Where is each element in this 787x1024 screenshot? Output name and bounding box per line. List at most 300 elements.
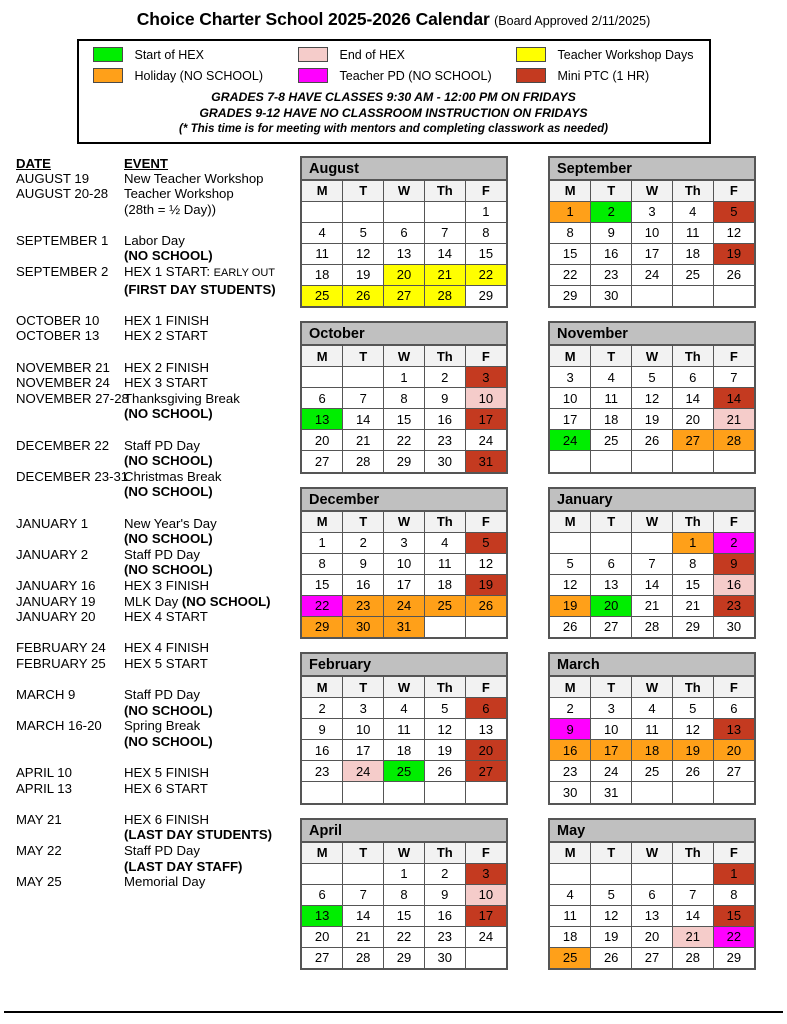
day-cell[interactable]: 21: [343, 926, 384, 947]
weekday-header-m: M: [302, 346, 343, 367]
day-cell[interactable]: 29: [465, 285, 506, 306]
day-cell[interactable]: 28: [343, 947, 384, 968]
day-cell[interactable]: 14: [343, 905, 384, 926]
month-table: [550, 676, 754, 803]
day-cell-start-hex[interactable]: 13: [302, 409, 343, 430]
day-cell-end-hex[interactable]: 21: [672, 926, 713, 947]
weekday-header-t: T: [343, 677, 384, 698]
event-row: [16, 562, 298, 578]
day-cell[interactable]: 28: [343, 451, 384, 472]
day-cell-start-hex[interactable]: 13: [302, 905, 343, 926]
day-cell[interactable]: 18: [672, 243, 713, 264]
event-row: [16, 375, 298, 391]
day-cell[interactable]: 14: [672, 905, 713, 926]
day-cell[interactable]: 11: [632, 719, 673, 740]
event-date: JANUARY 1: [16, 515, 89, 531]
week-row: [550, 222, 754, 243]
day-cell[interactable]: 26: [424, 761, 465, 782]
day-cell[interactable]: 7: [632, 553, 673, 574]
weekday-header-row: [550, 346, 754, 367]
day-cell[interactable]: 24: [465, 926, 506, 947]
day-cell[interactable]: 12: [672, 719, 713, 740]
day-cell-teacher-pd[interactable]: 22: [713, 926, 754, 947]
day-cell[interactable]: 20: [632, 926, 673, 947]
day-cell[interactable]: 30: [591, 285, 632, 306]
day-cell-teacher-workshop[interactable]: 21: [424, 264, 465, 285]
day-cell-mini-ptc[interactable]: 17: [465, 905, 506, 926]
month-title: March: [550, 654, 754, 676]
day-cell[interactable]: 11: [424, 553, 465, 574]
event-row: [16, 328, 298, 344]
day-cell-mini-ptc[interactable]: 31: [465, 451, 506, 472]
day-cell[interactable]: 14: [343, 409, 384, 430]
day-cell-holiday[interactable]: 17: [591, 740, 632, 761]
day-cell-teacher-workshop[interactable]: 27: [384, 285, 425, 306]
day-cell[interactable]: 1: [302, 532, 343, 553]
day-cell[interactable]: 20: [302, 926, 343, 947]
day-cell[interactable]: 5: [424, 698, 465, 719]
day-cell[interactable]: 11: [384, 719, 425, 740]
day-cell-empty: [302, 782, 343, 803]
day-cell[interactable]: 12: [713, 222, 754, 243]
day-cell[interactable]: 8: [384, 388, 425, 409]
day-cell[interactable]: 29: [713, 947, 754, 968]
day-cell-holiday[interactable]: 27: [672, 430, 713, 451]
day-cell[interactable]: 4: [550, 884, 591, 905]
day-cell[interactable]: 18: [424, 574, 465, 595]
weekday-header-row: [550, 842, 754, 863]
day-cell[interactable]: 21: [672, 595, 713, 616]
weekday-header-f: F: [713, 677, 754, 698]
week-row: [550, 264, 754, 285]
event-row: [16, 843, 298, 859]
day-cell[interactable]: 7: [713, 367, 754, 388]
day-cell[interactable]: 16: [343, 574, 384, 595]
day-cell[interactable]: 4: [384, 698, 425, 719]
day-cell[interactable]: 7: [343, 884, 384, 905]
day-cell[interactable]: 11: [550, 905, 591, 926]
day-cell[interactable]: 2: [424, 863, 465, 884]
day-cell[interactable]: 24: [591, 761, 632, 782]
week-row: [550, 926, 754, 947]
event-description: New Year's Day: [124, 515, 217, 531]
day-cell[interactable]: 27: [713, 761, 754, 782]
week-row: [550, 740, 754, 761]
day-cell[interactable]: 4: [424, 532, 465, 553]
day-cell[interactable]: 27: [632, 947, 673, 968]
month-title: August: [302, 158, 506, 180]
event-description: HEX 1 FINISH: [124, 312, 210, 328]
day-cell-holiday[interactable]: 25: [550, 947, 591, 968]
day-cell-holiday[interactable]: 20: [713, 740, 754, 761]
day-cell[interactable]: 9: [424, 884, 465, 905]
event-description: (NO SCHOOL): [124, 531, 213, 547]
events-spacer: [16, 749, 298, 765]
day-cell[interactable]: 13: [591, 574, 632, 595]
day-cell-mini-ptc[interactable]: 1: [713, 863, 754, 884]
week-row: [302, 574, 506, 595]
day-cell[interactable]: 7: [424, 222, 465, 243]
week-row: [550, 243, 754, 264]
legend-label: Teacher PD (NO SCHOOL): [339, 68, 492, 83]
day-cell[interactable]: 5: [550, 553, 591, 574]
day-cell[interactable]: 6: [302, 884, 343, 905]
day-cell[interactable]: 23: [591, 264, 632, 285]
day-cell[interactable]: 11: [672, 222, 713, 243]
day-cell-mini-ptc[interactable]: 27: [465, 761, 506, 782]
day-cell[interactable]: 1: [384, 367, 425, 388]
day-cell[interactable]: 26: [713, 264, 754, 285]
day-cell[interactable]: 23: [424, 926, 465, 947]
weekday-header-th: Th: [672, 511, 713, 532]
day-cell[interactable]: 10: [550, 388, 591, 409]
day-cell[interactable]: 11: [591, 388, 632, 409]
day-cell[interactable]: 16: [591, 243, 632, 264]
event-description: Staff PD Day: [124, 437, 200, 453]
event-row: [16, 874, 298, 890]
weekday-header-th: Th: [672, 842, 713, 863]
day-cell[interactable]: 6: [713, 698, 754, 719]
day-cell[interactable]: 27: [302, 947, 343, 968]
day-cell-start-hex[interactable]: 25: [384, 761, 425, 782]
weekday-header-f: F: [465, 180, 506, 201]
day-cell[interactable]: 12: [591, 905, 632, 926]
week-row: [302, 264, 506, 285]
day-cell[interactable]: 6: [302, 388, 343, 409]
day-cell[interactable]: 6: [672, 367, 713, 388]
day-cell[interactable]: 18: [591, 409, 632, 430]
day-cell[interactable]: 2: [550, 698, 591, 719]
day-cell-holiday[interactable]: 19: [550, 595, 591, 616]
day-cell-teacher-workshop[interactable]: 26: [343, 285, 384, 306]
day-cell-holiday[interactable]: 1: [672, 532, 713, 553]
day-cell[interactable]: 12: [550, 574, 591, 595]
day-cell[interactable]: 8: [384, 884, 425, 905]
day-cell[interactable]: 28: [672, 947, 713, 968]
week-row: [550, 905, 754, 926]
events-spacer: [16, 297, 298, 313]
day-cell-start-hex[interactable]: 24: [550, 430, 591, 451]
day-cell-mini-ptc[interactable]: 9: [713, 553, 754, 574]
day-cell-end-hex[interactable]: 21: [713, 409, 754, 430]
day-cell[interactable]: 18: [550, 926, 591, 947]
day-cell[interactable]: 23: [424, 430, 465, 451]
day-cell[interactable]: 19: [424, 740, 465, 761]
day-cell-start-hex[interactable]: 20: [591, 595, 632, 616]
month-title: February: [302, 654, 506, 676]
day-cell[interactable]: 23: [302, 761, 343, 782]
day-cell-holiday[interactable]: 16: [550, 740, 591, 761]
legend-box: [77, 39, 711, 144]
day-cell-holiday[interactable]: 19: [672, 740, 713, 761]
day-cell[interactable]: 15: [384, 409, 425, 430]
day-cell[interactable]: 14: [424, 243, 465, 264]
week-row: [550, 782, 754, 803]
day-cell-teacher-workshop[interactable]: 20: [384, 264, 425, 285]
day-cell-mini-ptc[interactable]: 3: [465, 863, 506, 884]
day-cell[interactable]: 8: [672, 553, 713, 574]
weekday-header-w: W: [632, 842, 673, 863]
day-cell[interactable]: 19: [632, 409, 673, 430]
day-cell-teacher-workshop[interactable]: 22: [465, 264, 506, 285]
day-cell[interactable]: 29: [384, 947, 425, 968]
day-cell[interactable]: 15: [384, 905, 425, 926]
day-cell[interactable]: 13: [465, 719, 506, 740]
day-cell-holiday[interactable]: 31: [384, 616, 425, 637]
day-cell-mini-ptc[interactable]: 15: [713, 905, 754, 926]
legend-note: GRADES 9-12 HAVE NO CLASSROOM INSTRUCTION ON FRIDAYS: [199, 105, 588, 120]
day-cell[interactable]: 18: [384, 740, 425, 761]
day-cell-mini-ptc[interactable]: 14: [713, 388, 754, 409]
day-cell[interactable]: 28: [632, 616, 673, 637]
day-cell[interactable]: 22: [550, 264, 591, 285]
day-cell[interactable]: 9: [343, 553, 384, 574]
day-cell[interactable]: 20: [672, 409, 713, 430]
day-cell[interactable]: 8: [302, 553, 343, 574]
weekday-header-m: M: [550, 180, 591, 201]
day-cell-end-hex[interactable]: 24: [343, 761, 384, 782]
day-cell-end-hex[interactable]: 16: [713, 574, 754, 595]
day-cell[interactable]: 16: [302, 740, 343, 761]
day-cell-holiday[interactable]: 29: [302, 616, 343, 637]
day-cell[interactable]: 21: [343, 430, 384, 451]
event-description: (NO SCHOOL): [124, 453, 213, 469]
event-row: [16, 765, 298, 781]
day-cell-holiday[interactable]: 25: [424, 595, 465, 616]
day-cell[interactable]: 4: [672, 201, 713, 222]
day-cell[interactable]: 15: [302, 574, 343, 595]
day-cell[interactable]: 21: [632, 595, 673, 616]
day-cell-end-hex[interactable]: 10: [465, 884, 506, 905]
day-cell-empty: [632, 285, 673, 306]
day-cell-holiday[interactable]: 24: [384, 595, 425, 616]
day-cell[interactable]: 29: [550, 285, 591, 306]
day-cell[interactable]: 13: [384, 243, 425, 264]
day-cell[interactable]: 8: [713, 884, 754, 905]
day-cell-mini-ptc[interactable]: 5: [465, 532, 506, 553]
events-spacer: [16, 422, 298, 438]
legend-swatch-teacher-workshop: [516, 47, 546, 62]
day-cell[interactable]: 2: [424, 367, 465, 388]
day-cell[interactable]: 3: [632, 201, 673, 222]
week-row: [302, 740, 506, 761]
day-cell[interactable]: 5: [343, 222, 384, 243]
day-cell-empty: [672, 863, 713, 884]
day-cell[interactable]: 26: [672, 761, 713, 782]
day-cell-teacher-workshop[interactable]: 25: [302, 285, 343, 306]
day-cell[interactable]: 3: [550, 367, 591, 388]
day-cell[interactable]: 9: [424, 388, 465, 409]
day-cell[interactable]: 8: [550, 222, 591, 243]
day-cell-empty: [632, 532, 673, 553]
day-cell[interactable]: 30: [424, 451, 465, 472]
event-row: [16, 282, 298, 298]
day-cell[interactable]: 16: [424, 905, 465, 926]
day-cell[interactable]: 20: [302, 430, 343, 451]
day-cell[interactable]: 30: [713, 616, 754, 637]
weekday-header-t: T: [591, 511, 632, 532]
week-row: [550, 532, 754, 553]
day-cell[interactable]: 24: [465, 430, 506, 451]
day-cell[interactable]: 12: [465, 553, 506, 574]
day-cell-mini-ptc[interactable]: 13: [713, 719, 754, 740]
day-cell-mini-ptc[interactable]: 3: [465, 367, 506, 388]
day-cell[interactable]: 23: [550, 761, 591, 782]
day-cell[interactable]: 25: [591, 430, 632, 451]
day-cell-teacher-pd[interactable]: 22: [302, 595, 343, 616]
day-cell-empty: [302, 863, 343, 884]
day-cell[interactable]: 4: [591, 367, 632, 388]
day-cell-mini-ptc[interactable]: 20: [465, 740, 506, 761]
day-cell[interactable]: 9: [302, 719, 343, 740]
day-cell[interactable]: 30: [424, 947, 465, 968]
day-cell-mini-ptc[interactable]: 23: [713, 595, 754, 616]
week-row: [302, 367, 506, 388]
day-cell[interactable]: 10: [343, 719, 384, 740]
event-row: [16, 531, 298, 547]
day-cell[interactable]: 1: [384, 863, 425, 884]
event-date: [16, 248, 124, 264]
day-cell[interactable]: 5: [632, 367, 673, 388]
event-row: [16, 438, 298, 454]
day-cell[interactable]: 1: [465, 201, 506, 222]
day-cell[interactable]: 26: [632, 430, 673, 451]
week-row: [550, 430, 754, 451]
day-cell-teacher-workshop[interactable]: 28: [424, 285, 465, 306]
day-cell[interactable]: 18: [302, 264, 343, 285]
month-table: [302, 345, 506, 472]
weekday-header-w: W: [384, 180, 425, 201]
day-cell-holiday[interactable]: 26: [465, 595, 506, 616]
day-cell[interactable]: 10: [632, 222, 673, 243]
day-cell-teacher-pd[interactable]: 2: [713, 532, 754, 553]
event-row: [16, 516, 298, 532]
day-cell[interactable]: 12: [424, 719, 465, 740]
day-cell-mini-ptc[interactable]: 19: [465, 574, 506, 595]
page-title-main: Choice Charter School 2025-2026 Calendar: [136, 9, 490, 29]
day-cell[interactable]: 7: [672, 884, 713, 905]
weekday-header-m: M: [302, 511, 343, 532]
day-cell[interactable]: 19: [343, 264, 384, 285]
day-cell[interactable]: 30: [550, 782, 591, 803]
day-cell[interactable]: 16: [424, 409, 465, 430]
day-cell[interactable]: 6: [632, 884, 673, 905]
week-row: [550, 553, 754, 574]
week-row: [302, 532, 506, 553]
day-cell[interactable]: 8: [465, 222, 506, 243]
day-cell-holiday[interactable]: 18: [632, 740, 673, 761]
day-cell[interactable]: 17: [343, 740, 384, 761]
day-cell-mini-ptc[interactable]: 19: [713, 243, 754, 264]
day-cell[interactable]: 31: [591, 782, 632, 803]
day-cell[interactable]: 5: [672, 698, 713, 719]
day-cell-holiday[interactable]: 1: [550, 201, 591, 222]
week-row: [550, 388, 754, 409]
legend-item: [288, 68, 506, 83]
day-cell[interactable]: 12: [343, 243, 384, 264]
week-row: [302, 616, 506, 637]
day-cell[interactable]: 2: [302, 698, 343, 719]
month-title: November: [550, 323, 754, 345]
day-cell[interactable]: 24: [632, 264, 673, 285]
weekday-header-th: Th: [672, 677, 713, 698]
day-cell[interactable]: 3: [591, 698, 632, 719]
day-cell[interactable]: 13: [632, 905, 673, 926]
week-row: [302, 698, 506, 719]
day-cell[interactable]: 17: [550, 409, 591, 430]
day-cell[interactable]: 11: [302, 243, 343, 264]
day-cell[interactable]: 29: [672, 616, 713, 637]
day-cell[interactable]: 22: [384, 430, 425, 451]
day-cell-empty: [343, 201, 384, 222]
day-cell[interactable]: 12: [632, 388, 673, 409]
day-cell[interactable]: 10: [591, 719, 632, 740]
day-cell[interactable]: 17: [384, 574, 425, 595]
event-row: [16, 453, 298, 469]
day-cell[interactable]: 27: [591, 616, 632, 637]
day-cell[interactable]: 3: [343, 698, 384, 719]
event-description: Memorial Day: [124, 874, 206, 890]
day-cell[interactable]: 7: [343, 388, 384, 409]
day-cell[interactable]: 25: [672, 264, 713, 285]
day-cell-holiday[interactable]: 28: [713, 430, 754, 451]
weekday-header-row: [302, 842, 506, 863]
event-description: Labor Day: [124, 232, 185, 248]
week-row: [302, 243, 506, 264]
week-row: [550, 947, 754, 968]
day-cell[interactable]: 6: [591, 553, 632, 574]
day-cell[interactable]: 10: [384, 553, 425, 574]
day-cell[interactable]: 9: [591, 222, 632, 243]
day-cell-holiday[interactable]: 30: [343, 616, 384, 637]
day-cell-mini-ptc[interactable]: 17: [465, 409, 506, 430]
day-cell[interactable]: 15: [672, 574, 713, 595]
day-cell[interactable]: 29: [384, 451, 425, 472]
day-cell-holiday[interactable]: 23: [343, 595, 384, 616]
day-cell[interactable]: 4: [632, 698, 673, 719]
day-cell[interactable]: 3: [384, 532, 425, 553]
day-cell[interactable]: 2: [343, 532, 384, 553]
day-cell[interactable]: 26: [591, 947, 632, 968]
day-cell[interactable]: 19: [591, 926, 632, 947]
events-spacer: [16, 625, 298, 641]
day-cell[interactable]: 4: [302, 222, 343, 243]
event-date: MARCH 16-20: [16, 718, 102, 734]
day-cell-end-hex[interactable]: 10: [465, 388, 506, 409]
day-cell[interactable]: 6: [384, 222, 425, 243]
day-cell-teacher-pd[interactable]: 9: [550, 719, 591, 740]
day-cell[interactable]: 14: [632, 574, 673, 595]
day-cell[interactable]: 17: [632, 243, 673, 264]
day-cell[interactable]: 22: [384, 926, 425, 947]
day-cell-mini-ptc[interactable]: 6: [465, 698, 506, 719]
page-title-approval: (Board Approved 2/11/2025): [494, 14, 651, 28]
day-cell-empty: [550, 451, 591, 472]
day-cell[interactable]: 14: [672, 388, 713, 409]
weekday-header-w: W: [384, 511, 425, 532]
day-cell[interactable]: 15: [465, 243, 506, 264]
day-cell-start-hex[interactable]: 2: [591, 201, 632, 222]
day-cell[interactable]: 26: [550, 616, 591, 637]
day-cell[interactable]: 27: [302, 451, 343, 472]
event-row: [16, 594, 298, 610]
day-cell-empty: [465, 782, 506, 803]
day-cell[interactable]: 5: [591, 884, 632, 905]
event-row: [16, 171, 298, 187]
day-cell-mini-ptc[interactable]: 5: [713, 201, 754, 222]
day-cell[interactable]: 15: [550, 243, 591, 264]
day-cell[interactable]: 25: [632, 761, 673, 782]
